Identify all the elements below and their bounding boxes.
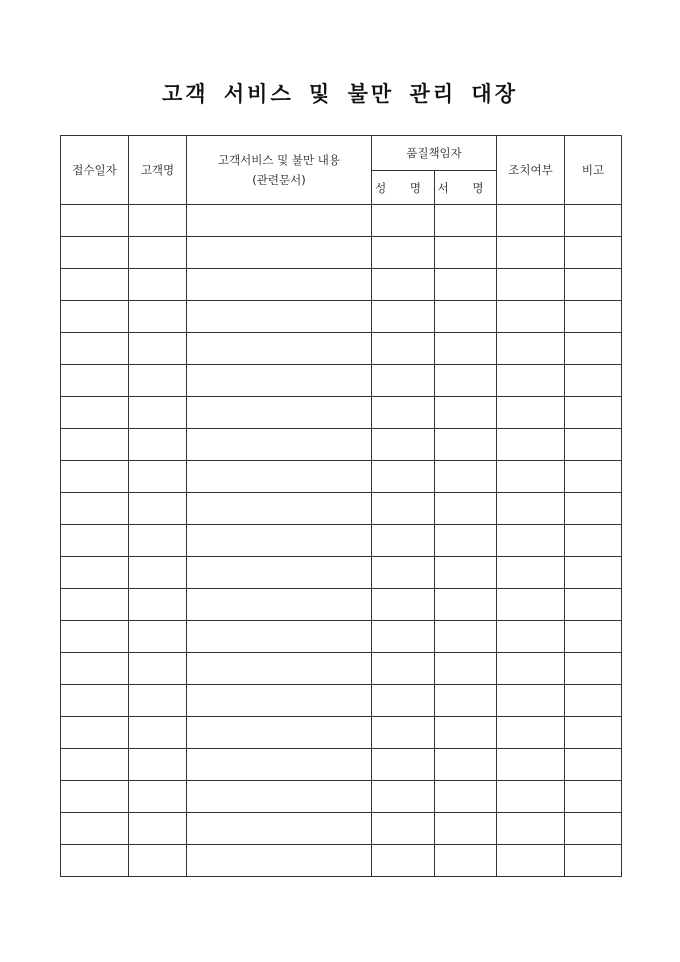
cell-remarks (565, 685, 622, 717)
cell-reception-date (61, 749, 129, 781)
table-row (61, 205, 622, 237)
cell-manager-name (372, 461, 435, 493)
cell-manager-name (372, 333, 435, 365)
cell-reception-date (61, 397, 129, 429)
cell-customer-name (129, 493, 187, 525)
cell-manager-signature (435, 589, 497, 621)
cell-action-status (497, 781, 565, 813)
cell-content (187, 589, 372, 621)
cell-reception-date (61, 365, 129, 397)
cell-action-status (497, 525, 565, 557)
cell-reception-date (61, 685, 129, 717)
cell-manager-signature (435, 429, 497, 461)
cell-customer-name (129, 685, 187, 717)
cell-manager-name (372, 397, 435, 429)
table-row (61, 237, 622, 269)
cell-content (187, 749, 372, 781)
cell-remarks (565, 397, 622, 429)
cell-content (187, 653, 372, 685)
cell-action-status (497, 429, 565, 461)
cell-remarks (565, 493, 622, 525)
header-manager-signature: 서 명 (435, 171, 497, 205)
cell-manager-name (372, 365, 435, 397)
cell-remarks (565, 461, 622, 493)
cell-manager-signature (435, 461, 497, 493)
cell-manager-name (372, 749, 435, 781)
cell-manager-signature (435, 557, 497, 589)
cell-reception-date (61, 557, 129, 589)
cell-action-status (497, 269, 565, 301)
cell-content (187, 301, 372, 333)
cell-remarks (565, 845, 622, 877)
cell-customer-name (129, 621, 187, 653)
cell-manager-signature (435, 781, 497, 813)
ledger-body (61, 205, 622, 877)
table-row (61, 557, 622, 589)
table-row (61, 333, 622, 365)
cell-remarks (565, 589, 622, 621)
cell-reception-date (61, 429, 129, 461)
table-row (61, 365, 622, 397)
cell-reception-date (61, 813, 129, 845)
cell-manager-signature (435, 813, 497, 845)
header-action-status: 조치여부 (497, 136, 565, 205)
cell-manager-signature (435, 365, 497, 397)
table-row (61, 493, 622, 525)
cell-action-status (497, 333, 565, 365)
cell-manager-signature (435, 269, 497, 301)
table-row (61, 461, 622, 493)
cell-action-status (497, 621, 565, 653)
cell-content (187, 557, 372, 589)
table-row (61, 269, 622, 301)
cell-customer-name (129, 653, 187, 685)
cell-customer-name (129, 589, 187, 621)
cell-reception-date (61, 717, 129, 749)
cell-customer-name (129, 365, 187, 397)
cell-remarks (565, 781, 622, 813)
cell-customer-name (129, 845, 187, 877)
cell-manager-signature (435, 333, 497, 365)
cell-reception-date (61, 621, 129, 653)
cell-manager-signature (435, 301, 497, 333)
table-row (61, 845, 622, 877)
cell-content (187, 333, 372, 365)
cell-manager-name (372, 525, 435, 557)
cell-content (187, 237, 372, 269)
cell-content (187, 269, 372, 301)
table-row (61, 781, 622, 813)
cell-customer-name (129, 525, 187, 557)
cell-action-status (497, 205, 565, 237)
header-content-line2: (관련문서) (252, 173, 306, 187)
cell-reception-date (61, 845, 129, 877)
cell-content (187, 493, 372, 525)
cell-manager-signature (435, 237, 497, 269)
cell-manager-name (372, 621, 435, 653)
cell-customer-name (129, 557, 187, 589)
cell-manager-signature (435, 845, 497, 877)
cell-manager-name (372, 653, 435, 685)
cell-content (187, 685, 372, 717)
cell-manager-name (372, 429, 435, 461)
cell-reception-date (61, 205, 129, 237)
cell-manager-name (372, 205, 435, 237)
cell-manager-signature (435, 621, 497, 653)
cell-manager-name (372, 237, 435, 269)
table-row (61, 621, 622, 653)
cell-remarks (565, 429, 622, 461)
cell-content (187, 845, 372, 877)
cell-manager-name (372, 685, 435, 717)
cell-reception-date (61, 333, 129, 365)
cell-customer-name (129, 461, 187, 493)
cell-action-status (497, 653, 565, 685)
cell-customer-name (129, 749, 187, 781)
cell-action-status (497, 717, 565, 749)
table-row (61, 813, 622, 845)
cell-action-status (497, 365, 565, 397)
cell-manager-signature (435, 685, 497, 717)
cell-customer-name (129, 269, 187, 301)
table-row (61, 653, 622, 685)
cell-remarks (565, 525, 622, 557)
cell-action-status (497, 749, 565, 781)
cell-action-status (497, 845, 565, 877)
cell-manager-signature (435, 397, 497, 429)
cell-manager-signature (435, 749, 497, 781)
cell-customer-name (129, 205, 187, 237)
table-row (61, 429, 622, 461)
cell-action-status (497, 461, 565, 493)
cell-action-status (497, 301, 565, 333)
cell-manager-name (372, 845, 435, 877)
table-row (61, 749, 622, 781)
cell-reception-date (61, 525, 129, 557)
cell-content (187, 429, 372, 461)
cell-manager-signature (435, 717, 497, 749)
table-row (61, 301, 622, 333)
cell-remarks (565, 269, 622, 301)
cell-manager-name (372, 717, 435, 749)
cell-content (187, 525, 372, 557)
header-content-line1: 고객서비스 및 불만 내용 (217, 153, 341, 167)
cell-remarks (565, 557, 622, 589)
cell-remarks (565, 237, 622, 269)
cell-action-status (497, 813, 565, 845)
cell-manager-name (372, 557, 435, 589)
cell-customer-name (129, 717, 187, 749)
cell-manager-signature (435, 493, 497, 525)
cell-content (187, 781, 372, 813)
cell-reception-date (61, 461, 129, 493)
cell-content (187, 461, 372, 493)
cell-action-status (497, 557, 565, 589)
cell-customer-name (129, 429, 187, 461)
header-customer-name: 고객명 (129, 136, 187, 205)
cell-remarks (565, 365, 622, 397)
cell-manager-name (372, 269, 435, 301)
cell-reception-date (61, 589, 129, 621)
cell-action-status (497, 685, 565, 717)
cell-remarks (565, 621, 622, 653)
cell-reception-date (61, 269, 129, 301)
cell-action-status (497, 397, 565, 429)
header-quality-manager: 품질책임자 (372, 136, 497, 171)
cell-remarks (565, 813, 622, 845)
cell-content (187, 813, 372, 845)
cell-action-status (497, 589, 565, 621)
cell-customer-name (129, 333, 187, 365)
cell-manager-name (372, 589, 435, 621)
cell-remarks (565, 749, 622, 781)
cell-remarks (565, 333, 622, 365)
cell-customer-name (129, 397, 187, 429)
cell-manager-signature (435, 525, 497, 557)
table-row (61, 397, 622, 429)
cell-content (187, 365, 372, 397)
cell-reception-date (61, 781, 129, 813)
cell-customer-name (129, 813, 187, 845)
cell-manager-name (372, 781, 435, 813)
cell-manager-name (372, 493, 435, 525)
cell-remarks (565, 205, 622, 237)
cell-reception-date (61, 653, 129, 685)
customer-complaint-ledger (60, 135, 622, 877)
table-row (61, 717, 622, 749)
cell-action-status (497, 493, 565, 525)
table-row (61, 589, 622, 621)
cell-customer-name (129, 237, 187, 269)
cell-manager-name (372, 301, 435, 333)
cell-customer-name (129, 301, 187, 333)
header-remarks: 비고 (565, 136, 622, 205)
cell-action-status (497, 237, 565, 269)
cell-reception-date (61, 301, 129, 333)
cell-content (187, 621, 372, 653)
document-title: 고객 서비스 및 불만 관리 대장 (162, 81, 518, 106)
header-reception-date: 접수일자 (61, 136, 129, 205)
cell-customer-name (129, 781, 187, 813)
cell-manager-signature (435, 205, 497, 237)
cell-manager-signature (435, 653, 497, 685)
cell-reception-date (61, 493, 129, 525)
header-manager-name: 성 명 (372, 171, 435, 205)
cell-content (187, 205, 372, 237)
cell-content (187, 717, 372, 749)
cell-manager-name (372, 813, 435, 845)
cell-remarks (565, 653, 622, 685)
cell-remarks (565, 717, 622, 749)
table-row (61, 525, 622, 557)
cell-content (187, 397, 372, 429)
header-content (187, 136, 372, 205)
table-row (61, 685, 622, 717)
cell-remarks (565, 301, 622, 333)
cell-reception-date (61, 237, 129, 269)
